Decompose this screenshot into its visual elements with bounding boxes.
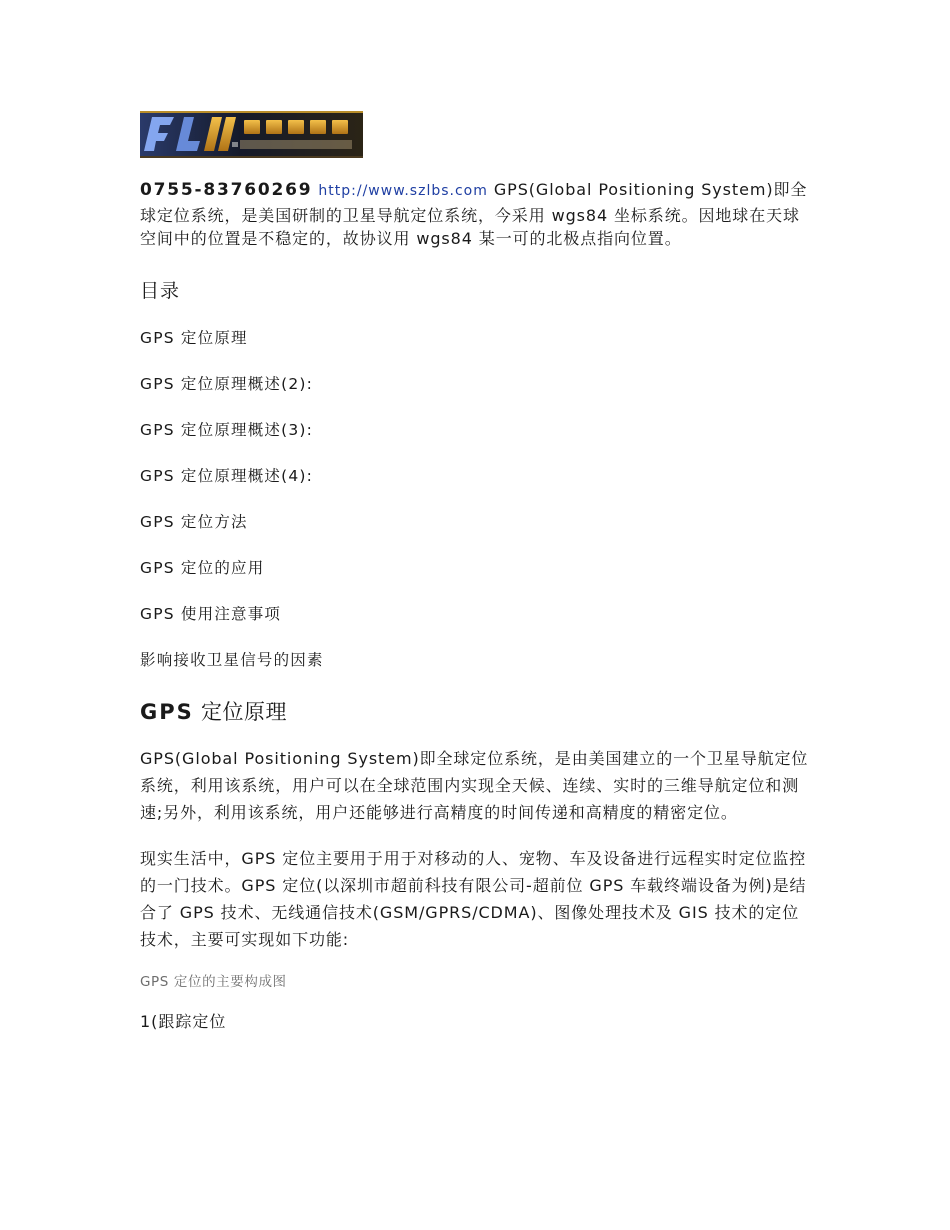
contact-phone: 0755-83760269 xyxy=(140,180,313,200)
section-heading-text: 定位原理 xyxy=(193,699,287,724)
figure-caption: GPS 定位的主要构成图 xyxy=(140,973,287,990)
company-logo xyxy=(140,111,363,158)
toc-item[interactable]: GPS 定位原理概述(4): xyxy=(140,466,314,485)
intro-paragraph xyxy=(140,178,810,251)
toc-title: 目录 xyxy=(140,279,181,302)
toc-item[interactable]: GPS 定位方法 xyxy=(140,512,248,531)
section-heading-gps: GPS xyxy=(140,699,194,724)
toc-item[interactable]: GPS 定位原理 xyxy=(140,328,248,347)
list-item: 1(跟踪定位 xyxy=(140,1011,227,1031)
table-of-contents xyxy=(140,327,810,671)
document-page xyxy=(140,111,810,1032)
toc-item[interactable]: 影响接收卫星信号的因素 xyxy=(140,650,324,669)
toc-item[interactable]: GPS 定位原理概述(3): xyxy=(140,420,314,439)
toc-item[interactable]: GPS 使用注意事项 xyxy=(140,604,282,623)
toc-item[interactable]: GPS 定位的应用 xyxy=(140,558,265,577)
body-paragraph: 现实生活中，GPS 定位主要用于用于对移动的人、宠物、车及设备进行远程实时定位监控的一门技术。GPS 定位(以深圳市超前科技有限公司-超前位 GPS 车载终端设备为例)是结合了 GPS 技术、无线通信技术(GSM/GPRS/CDMA)、图像处理技术及 GIS 技术的定位技术，主要可实现如下功能: xyxy=(140,848,807,949)
toc-item[interactable]: GPS 定位原理概述(2): xyxy=(140,374,314,393)
intro-text: GPS(Global Positioning System)即全球定位系统，是美国研制的卫星导航定位系统，今采用 wgs84 坐标系统。因地球在天球空间中的位置是不稳定的，故协议用 wgs84 某一可的北极点指向位置。 xyxy=(140,180,808,248)
body-paragraph: GPS(Global Positioning System)即全球定位系统，是由美国建立的一个卫星导航定位系统，利用该系统，用户可以在全球范围内实现全天候、连续、实时的三维导航定位和测速;另外，利用该系统，用户还能够进行高精度的时间传递和高精度的精密定位。 xyxy=(140,748,809,822)
section-heading xyxy=(140,698,810,726)
website-link[interactable]: http://www.szlbs.com xyxy=(318,183,488,199)
